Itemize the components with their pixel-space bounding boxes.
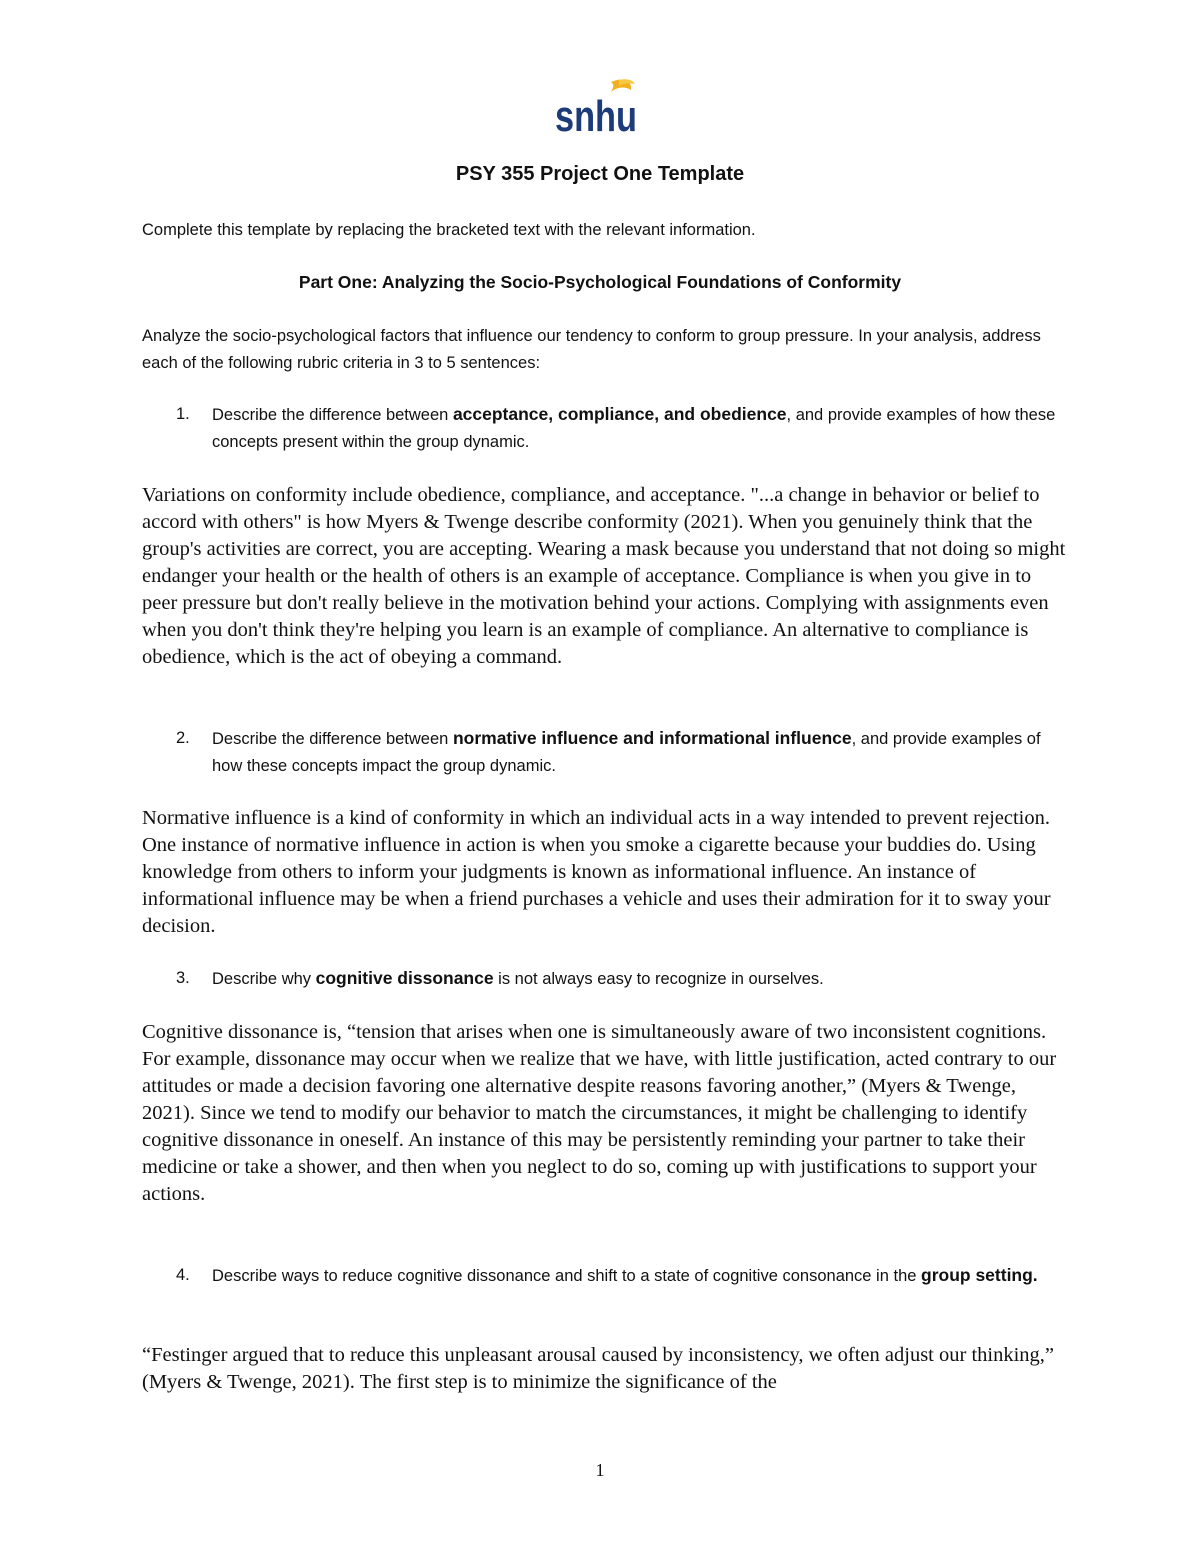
logo-wordmark: snhu: [555, 92, 637, 141]
question-number: 2.: [176, 729, 190, 747]
rubric-question-2: [142, 725, 1062, 780]
question-text-before: Describe ways to reduce cognitive dissonance and shift to a state of cognitive consonance in the: [212, 1267, 922, 1285]
snhu-logo: [553, 78, 649, 141]
question-number: 3.: [176, 969, 190, 987]
answer-paragraph-2: Normative influence is a kind of conformity in which an individual acts in a way intended to prevent rejection. One instance of normative influence in action is when you smoke a cigarette because your buddies do. Using knowledge from others to inform your judgments is known as informational influence. An instance of informational influence may be when a friend purchases a vehicle and uses their admiration for it to sway your decision.: [142, 807, 1051, 937]
part-one-heading: Part One: Analyzing the Socio-Psychological Foundations of Conformity: [298, 272, 902, 292]
question-keyword: normative influence and informational influence: [452, 728, 852, 748]
question-keyword: cognitive dissonance: [315, 968, 494, 988]
question-text: [212, 1262, 1062, 1290]
rubric-question-1: [142, 401, 1062, 456]
question-text-after: is not always easy to recognize in ourselves.: [493, 970, 824, 988]
page-number: 1: [595, 1460, 605, 1480]
question-keyword: acceptance, compliance, and obedience: [452, 404, 787, 424]
rubric-question-3: [142, 965, 1062, 993]
question-text: [212, 965, 1062, 993]
intro-paragraph: Analyze the socio-psychological factors that influence our tendency to conform to group pressure. In your analysis, address each of the following rubric criteria in 3 to 5 sentences:: [142, 327, 1041, 372]
question-text: [212, 401, 1062, 456]
question-text-after: , and provide examples of how these concepts present within the group dynamic.: [212, 406, 1056, 451]
question-text-before: Describe why: [212, 970, 316, 988]
rubric-question-4: [142, 1262, 1062, 1290]
question-text-before: Describe the difference between: [212, 406, 453, 424]
answer-paragraph-1: Variations on conformity include obedience, compliance, and acceptance. "...a change in behavior or belief to accord with others" is how Myers & Twenge describe conformity (2021). When you genuinely think that the group's activities are correct, you are accepting. Wearing a mask because you understand that not doing so might endanger your health or the health of others is an example of acceptance. Compliance is when you give in to peer pressure but don't really believe in the motivation behind your actions. Complying with assignments even when you don't think they're helping you learn is an example of compliance. An alternative to compliance is obedience, which is the act of obeying a command.: [142, 484, 1066, 668]
question-text-after: , and provide examples of how these concepts impact the group dynamic.: [212, 730, 1041, 775]
answer-paragraph-4: “Festinger argued that to reduce this unpleasant arousal caused by inconsistency, we often adjust our thinking,” (Myers & Twenge, 2021). The first step is to minimize the significance of the: [142, 1344, 1054, 1393]
question-keyword: group setting.: [921, 1265, 1038, 1285]
snhu-logo-graphic: [553, 78, 649, 141]
answer-paragraph-3: Cognitive dissonance is, “tension that arises when one is simultaneously aware of two inconsistent cognitions. For example, dissonance may occur when we realize that we have, with little justification, acted contrary to our attitudes or made a decision favoring one alternative despite reasons favoring another,” (Myers & Twenge, 2021). Since we tend to modify our behavior to match the circumstances, it might be challenging to identify cognitive dissonance in oneself. An instance of this may be persistently reminding your partner to take their medicine or take a shower, and then when you neglect to do so, coming up with justifications to support your actions.: [142, 1021, 1057, 1205]
document-title: PSY 355 Project One Template: [455, 163, 745, 185]
question-number: 4.: [176, 1266, 190, 1284]
question-number: 1.: [176, 405, 190, 423]
question-text: [212, 725, 1062, 780]
template-instructions: Complete this template by replacing the bracketed text with the relevant information.: [142, 221, 756, 239]
question-text-before: Describe the difference between: [212, 730, 453, 748]
